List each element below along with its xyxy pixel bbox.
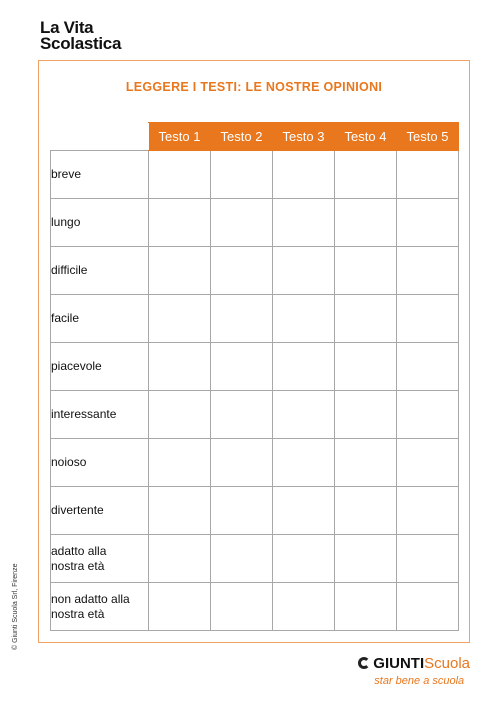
answer-cell[interactable]: [211, 343, 273, 391]
answer-cell[interactable]: [397, 199, 459, 247]
answer-cell[interactable]: [397, 343, 459, 391]
answer-cell[interactable]: [211, 391, 273, 439]
answer-cell[interactable]: [397, 247, 459, 295]
answer-cell[interactable]: [273, 391, 335, 439]
table-row: [51, 247, 459, 295]
answer-cell[interactable]: [149, 535, 211, 583]
column-header: Testo 5: [397, 123, 459, 151]
answer-cell[interactable]: [149, 247, 211, 295]
table-row: [51, 343, 459, 391]
answer-cell[interactable]: [149, 583, 211, 631]
row-label-line-1: divertente: [51, 503, 104, 517]
answer-cell[interactable]: [149, 439, 211, 487]
answer-cell[interactable]: [335, 583, 397, 631]
row-label: [51, 583, 149, 631]
answer-cell[interactable]: [211, 487, 273, 535]
answer-cell[interactable]: [273, 343, 335, 391]
row-label-line-1: facile: [51, 311, 80, 325]
column-header: Testo 1: [149, 123, 211, 151]
answer-cell[interactable]: [273, 535, 335, 583]
column-header: Testo 4: [335, 123, 397, 151]
brand-name-part1: GIUNTI: [373, 655, 425, 672]
column-header: Testo 2: [211, 123, 273, 151]
table-row: [51, 583, 459, 631]
answer-cell[interactable]: [273, 487, 335, 535]
answer-cell[interactable]: [149, 295, 211, 343]
row-label-line-1: lungo: [51, 215, 81, 229]
row-label-line-1: adatto alla: [51, 543, 107, 558]
table-row: [51, 487, 459, 535]
answer-cell[interactable]: [335, 295, 397, 343]
answer-cell[interactable]: [149, 487, 211, 535]
answer-cell[interactable]: [397, 487, 459, 535]
table-body: [51, 151, 459, 631]
answer-cell[interactable]: [273, 151, 335, 199]
row-label-line-1: noioso: [51, 455, 87, 469]
copyright-notice: © Giunti Scuola Srl, Firenze: [12, 563, 19, 650]
answer-cell[interactable]: [335, 199, 397, 247]
answer-cell[interactable]: [273, 583, 335, 631]
answer-cell[interactable]: [335, 487, 397, 535]
row-label-line-1: difficile: [51, 263, 88, 277]
table-row: [51, 439, 459, 487]
answer-cell[interactable]: [273, 439, 335, 487]
g-logo-icon: [358, 657, 370, 669]
answer-cell[interactable]: [273, 295, 335, 343]
table-row: [51, 535, 459, 583]
answer-cell[interactable]: [149, 343, 211, 391]
answer-cell[interactable]: [211, 535, 273, 583]
answer-cell[interactable]: [273, 199, 335, 247]
row-label: [51, 199, 149, 247]
row-label-line-1: interessante: [51, 407, 117, 421]
answer-cell[interactable]: [211, 583, 273, 631]
corner-cell: [51, 123, 149, 151]
row-label: [51, 151, 149, 199]
answer-cell[interactable]: [397, 535, 459, 583]
row-label-line-1: piacevole: [51, 359, 102, 373]
answer-cell[interactable]: [335, 439, 397, 487]
answer-cell[interactable]: [335, 151, 397, 199]
row-label: [51, 343, 149, 391]
table-row: [51, 391, 459, 439]
table-row: [51, 151, 459, 199]
answer-cell[interactable]: [211, 199, 273, 247]
header-row: [51, 123, 459, 151]
answer-cell[interactable]: [397, 295, 459, 343]
answer-cell[interactable]: [273, 247, 335, 295]
opinions-table: [50, 122, 459, 631]
row-label-line-2: nostra età: [51, 558, 105, 573]
row-label: [51, 391, 149, 439]
row-label: [51, 247, 149, 295]
answer-cell[interactable]: [397, 583, 459, 631]
publisher-logo: [358, 655, 470, 687]
row-label-line-1: breve: [51, 167, 82, 181]
row-label: [51, 439, 149, 487]
row-label-line-2: nostra età: [51, 606, 105, 621]
answer-cell[interactable]: [397, 439, 459, 487]
row-label: [51, 295, 149, 343]
answer-cell[interactable]: [397, 391, 459, 439]
answer-cell[interactable]: [211, 295, 273, 343]
column-header: Testo 3: [273, 123, 335, 151]
answer-cell[interactable]: [335, 535, 397, 583]
answer-cell[interactable]: [149, 151, 211, 199]
row-label: [51, 487, 149, 535]
row-label: [51, 535, 149, 583]
answer-cell[interactable]: [335, 343, 397, 391]
answer-cell[interactable]: [397, 151, 459, 199]
table-row: [51, 295, 459, 343]
row-label-line-1: non adatto alla: [51, 591, 130, 606]
answer-cell[interactable]: [211, 151, 273, 199]
answer-cell[interactable]: [335, 247, 397, 295]
answer-cell[interactable]: [211, 439, 273, 487]
worksheet-title: LEGGERE I TESTI: LE NOSTRE OPINIONI: [125, 80, 383, 94]
brand-name-part2: Scuola: [424, 655, 470, 672]
answer-cell[interactable]: [149, 391, 211, 439]
answer-cell[interactable]: [335, 391, 397, 439]
brand-tagline: star bene a scuola: [374, 675, 465, 687]
logo-line-1: La Vita: [40, 18, 94, 37]
answer-cell[interactable]: [149, 199, 211, 247]
logo-line-2: Scolastica: [40, 34, 122, 53]
table-row: [51, 199, 459, 247]
logo: [40, 20, 121, 52]
answer-cell[interactable]: [211, 247, 273, 295]
